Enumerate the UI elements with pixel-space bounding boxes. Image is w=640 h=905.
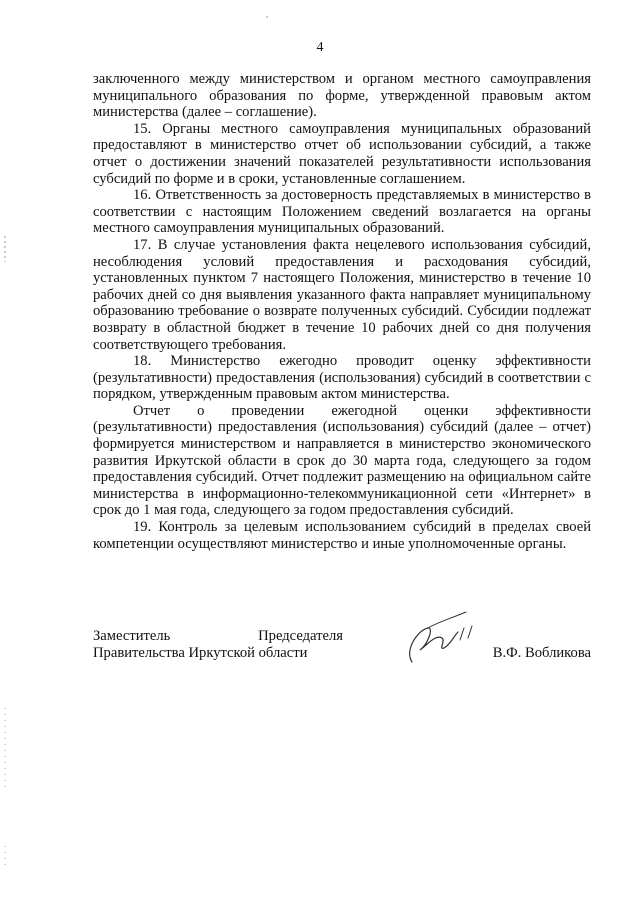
signatory-title-word2: Председателя — [258, 628, 343, 644]
signature-block — [93, 628, 591, 678]
signatory-title — [93, 628, 343, 662]
document-body — [93, 71, 591, 552]
paragraph-17: 17. В случае установления факта нецелевого использования субсидий, несоблюдения условий предоставления и расходования субсидий, установленных пунктом 7 настоящего Положения, министерство в течение 10 рабочих дней со дня выявления указанного факта направляет муниципальному образованию требование о возврате полученных субсидий. Субсидии подлежат возврату в областной бюджет в течение 10 рабочих дней со дня получения соответствующего требования. — [93, 236, 591, 353]
scan-dot — [266, 16, 268, 18]
paragraph-18: 18. Министерство ежегодно проводит оценку эффективности (результативности) предоставления (использования) субсидий в соответствии с порядком, утвержденным правовым актом министерства. — [93, 353, 591, 403]
paragraph-15: 15. Органы местного самоуправления муниципальных образований предоставляют в министерство отчет об использовании субсидий, а также отчет о достижении значений показателей результативности использования субсидий по форме и в сроки, установленные соглашением. — [93, 120, 591, 187]
paragraph-16: 16. Ответственность за достоверность представляемых в министерство в соответствии с настоящим Положением сведений возлагается на органы местного самоуправления муниципальных образований. — [93, 187, 591, 237]
signatory-title-word1: Заместитель — [93, 628, 171, 644]
paragraph-19: 19. Контроль за целевым использованием субсидий в пределах своей компетенции осуществляют министерство и иные уполномоченные органы. — [93, 519, 591, 552]
scan-margin-marks — [2, 0, 8, 905]
paragraph-continuation: заключенного между министерством и органом местного самоуправления муниципального образования по форме, утвержденной правовым актом министерства (далее – соглашение). — [93, 71, 591, 121]
paragraph-18-report: Отчет о проведении ежегодной оценки эффективности (результативности) предоставления (использования) субсидий (далее – отчет) формируется министерством и направляется в министерство экономического развития Иркутской области в срок до 30 марта года, следующего за годом предоставления субсидий. Отчет подлежит размещению на официальном сайте министерства в информационно-телекоммуникационной сети «Интернет» в срок до 1 мая года, следующего за годом предоставления субсидий. — [93, 402, 591, 519]
handwritten-signature — [398, 610, 478, 670]
signatory-title-line2: Правительства Иркутской области — [93, 645, 308, 661]
page-number: 4 — [316, 40, 324, 55]
signatory-name: В.Ф. Вобликова — [492, 645, 591, 661]
